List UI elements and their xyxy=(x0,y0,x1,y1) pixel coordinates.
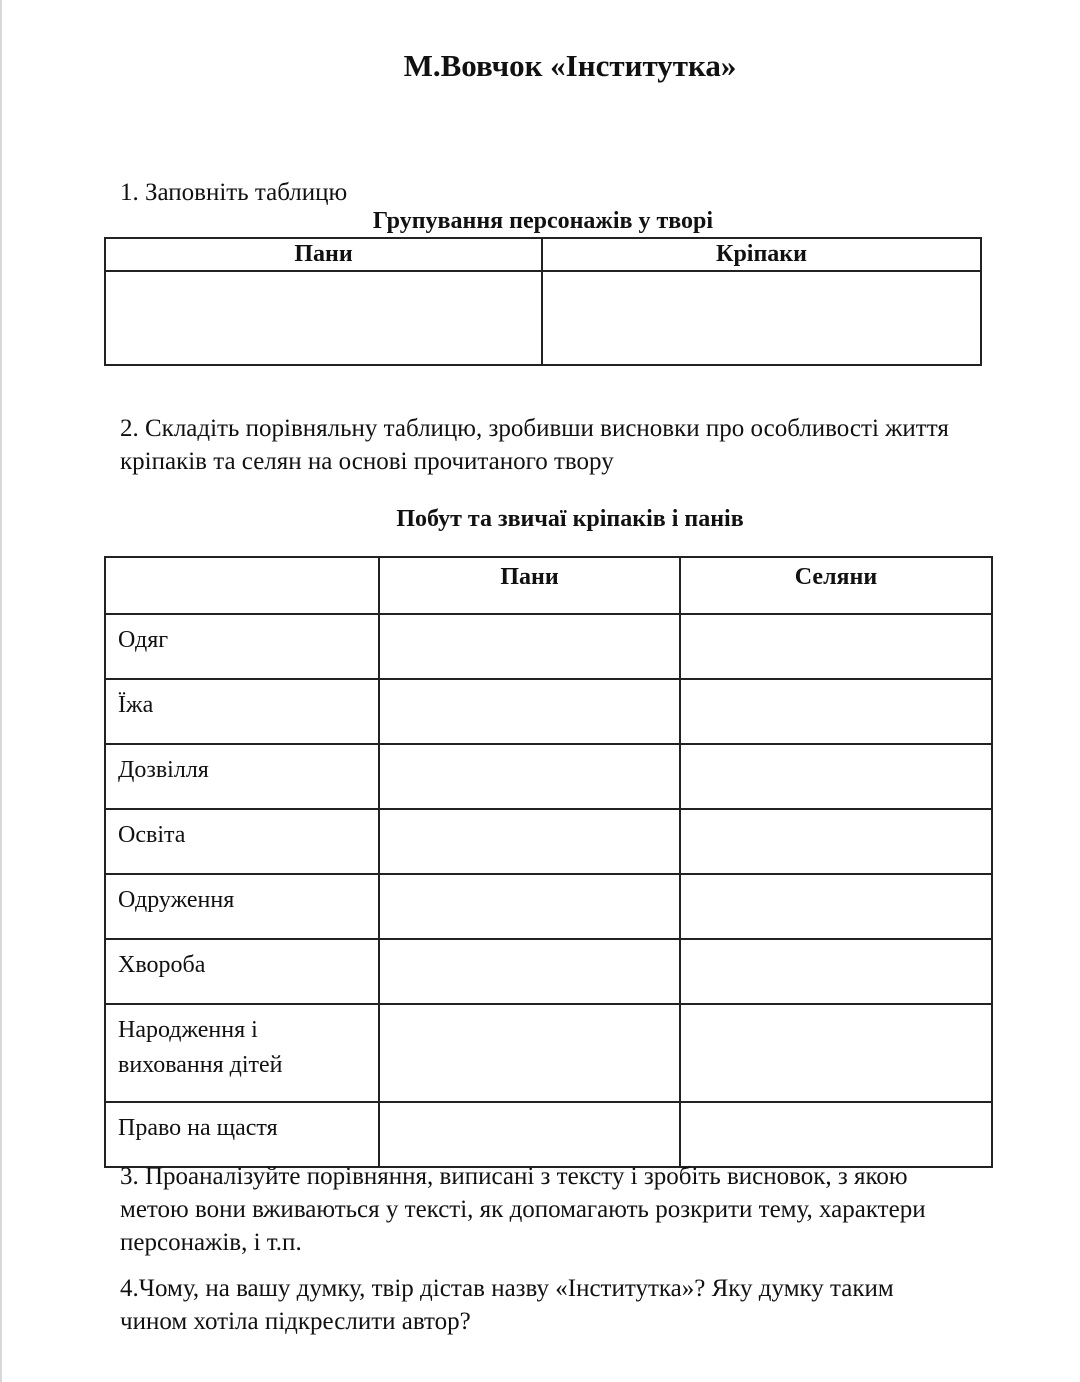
row-label: Освіта xyxy=(105,809,379,874)
table-2-header-empty xyxy=(105,557,379,614)
cell-pany[interactable] xyxy=(379,939,680,1004)
table-row xyxy=(105,744,992,809)
table-1-header-kripaky: Кріпаки xyxy=(542,238,981,271)
task-4-text xyxy=(120,1272,1020,1338)
document-title: М.Вовчок «Інститутка» xyxy=(403,48,737,83)
page-edge xyxy=(0,0,2,1382)
table-row xyxy=(105,1004,992,1102)
cell-selyany[interactable] xyxy=(680,1102,992,1167)
characters-grouping-table xyxy=(104,237,982,366)
row-label-line-2: виховання дітей xyxy=(118,1052,283,1078)
cell-selyany[interactable] xyxy=(680,874,992,939)
row-label: Одяг xyxy=(105,614,379,679)
cell-pany[interactable] xyxy=(379,744,680,809)
task-3-text xyxy=(120,1160,1020,1259)
table-row xyxy=(105,939,992,1004)
row-label: Право на щастя xyxy=(105,1102,379,1167)
cell-selyany[interactable] xyxy=(680,744,992,809)
cell-selyany[interactable] xyxy=(680,939,992,1004)
table-row xyxy=(105,614,992,679)
cell-pany[interactable] xyxy=(379,1102,680,1167)
cell-pany[interactable] xyxy=(379,809,680,874)
task-4-line-1: 4.Чому, на вашу думку, твір дістав назву «Інститутка»? Яку думку таким xyxy=(120,1275,894,1302)
cell-selyany[interactable] xyxy=(680,809,992,874)
row-label: Їжа xyxy=(105,679,379,744)
table-1-cell-pany[interactable] xyxy=(105,271,542,365)
row-label xyxy=(105,1004,379,1102)
task-3-line-3: персонажів, і т.п. xyxy=(120,1229,302,1256)
table-2-caption: Побут та звичаї кріпаків і панів xyxy=(396,506,744,532)
task-2-text xyxy=(120,412,1020,478)
row-label-line-1: Народження і xyxy=(118,1017,258,1043)
task-4-line-2: чином хотіла підкреслити автор? xyxy=(120,1308,471,1335)
cell-pany[interactable] xyxy=(379,874,680,939)
comparison-table xyxy=(104,556,993,1168)
task-2-line-1: 2. Складіть порівняльну таблицю, зробивши висновки про особливості життя xyxy=(120,415,949,442)
cell-pany[interactable] xyxy=(379,614,680,679)
table-row xyxy=(105,874,992,939)
cell-pany[interactable] xyxy=(379,679,680,744)
row-label: Одруження xyxy=(105,874,379,939)
cell-selyany[interactable] xyxy=(680,1004,992,1102)
task-2-line-2: кріпаків та селян на основі прочитаного твору xyxy=(120,448,614,475)
row-label: Дозвілля xyxy=(105,744,379,809)
table-row xyxy=(105,679,992,744)
table-2-header-pany: Пани xyxy=(379,557,680,614)
table-1-cell-kripaky[interactable] xyxy=(542,271,981,365)
task-1-text: 1. Заповніть таблицю xyxy=(120,179,348,206)
cell-selyany[interactable] xyxy=(680,614,992,679)
cell-selyany[interactable] xyxy=(680,679,992,744)
table-row xyxy=(105,1102,992,1167)
task-3-line-2: метою вони вживаються у тексті, як допомагають розкрити тему, характери xyxy=(120,1196,926,1223)
task-3-line-1: 3. Проаналізуйте порівняння, виписані з тексту і зробіть висновок, з якою xyxy=(120,1163,908,1190)
table-1-header-pany: Пани xyxy=(105,238,542,271)
table-1-caption: Групування персонажів у творі xyxy=(372,208,714,234)
table-2-header-selyany: Селяни xyxy=(680,557,992,614)
row-label: Хвороба xyxy=(105,939,379,1004)
table-row xyxy=(105,809,992,874)
cell-pany[interactable] xyxy=(379,1004,680,1102)
